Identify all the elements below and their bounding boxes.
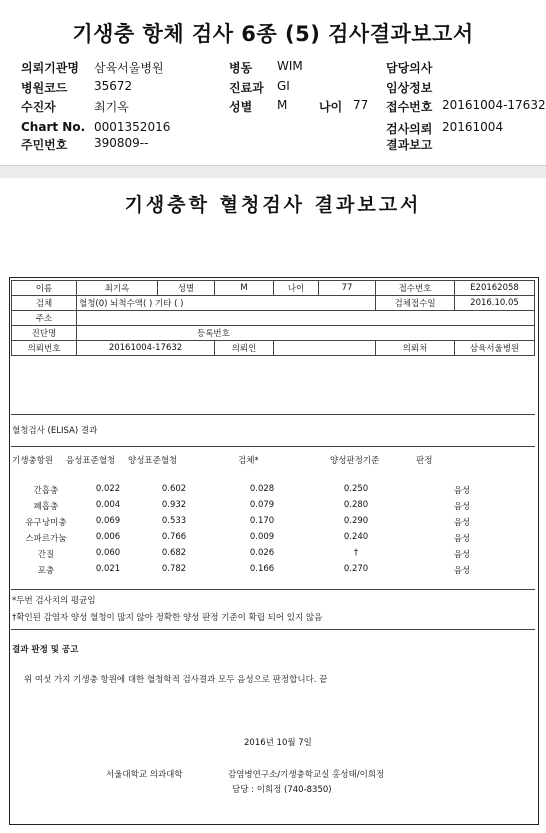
- info-row-2: [12, 296, 535, 311]
- chart-row: [21, 120, 171, 134]
- accession-label-cell: 접수번호: [376, 281, 455, 296]
- age-value-cell: 77: [319, 281, 376, 296]
- info-row-3: [12, 311, 535, 326]
- elisa-value-cell: 0.766: [161, 532, 187, 542]
- notes-rule: [11, 629, 535, 630]
- elisa-value-cell: 0.021: [95, 564, 121, 574]
- elisa-value-cell: 음성: [453, 534, 471, 544]
- address-value: [77, 311, 535, 326]
- received-label: 검체접수일: [376, 296, 455, 311]
- elisa-value-cell: 0.602: [161, 484, 187, 494]
- elisa-value-cell: 0.682: [161, 548, 187, 558]
- age-value: 77: [353, 98, 369, 112]
- requester-value: [274, 341, 376, 356]
- name-value: 최기옥: [77, 281, 158, 296]
- scanned-report: [0, 178, 546, 833]
- elisa-antigen-cell: 포충: [37, 566, 55, 576]
- note-average: *두번 검사치의 평균임: [12, 596, 96, 606]
- resident-label: 주민번호: [21, 138, 68, 152]
- elisa-value-cell: 0.026: [249, 548, 275, 558]
- clinical-row: [386, 79, 432, 96]
- recipient-value: 최기옥: [94, 100, 129, 114]
- elisa-value-cell: 0.533: [161, 516, 187, 526]
- elisa-value-cell: 0.022: [95, 484, 121, 494]
- institution-left: 서울대학교 의과대학: [106, 770, 183, 780]
- elisa-value-cell: 0.240: [343, 532, 369, 542]
- sex-row: [229, 98, 288, 115]
- institution-right: 감염병연구소/기생충학교실 홍성태/이희정: [228, 770, 385, 780]
- elisa-rule-bottom: [11, 589, 535, 590]
- sex-value-cell: M: [215, 281, 274, 296]
- report-label: 결과보고: [386, 138, 433, 152]
- elisa-rule-top: [11, 446, 535, 447]
- chart-value: 0001352016: [94, 120, 171, 134]
- doctor-label: 담당의사: [386, 61, 433, 75]
- resident-value: 390809--: [94, 136, 149, 150]
- request-row: [386, 120, 504, 137]
- elisa-value-cell: 0.782: [161, 564, 187, 574]
- elisa-header-cell: 기생충항원: [12, 456, 54, 466]
- elisa-value-cell: 0.028: [249, 484, 275, 494]
- elisa-value-cell: 0.069: [95, 516, 121, 526]
- blank-area: [11, 369, 535, 415]
- report-date: 2016년 10월 7일: [244, 738, 312, 748]
- note-dagger: †확인된 감염자 양성 혈청이 많지 않아 정확한 양성 판정 기준이 확립 되어 있지 않음: [12, 613, 323, 623]
- address-label: 주소: [12, 311, 77, 326]
- ward-value: WIM: [277, 59, 303, 73]
- requesting-org-value: 삼육서울병원: [455, 341, 535, 356]
- registration-label: 등록번호: [77, 326, 535, 341]
- elisa-header-cell: 양성표준혈청: [128, 456, 178, 466]
- dept-value: GI: [277, 79, 290, 93]
- elisa-antigen-cell: 간질: [37, 550, 55, 560]
- elisa-header-cell: 음성표준혈청: [66, 456, 116, 466]
- patient-info-table: [11, 280, 535, 356]
- institution-label: 의뢰기관명: [21, 61, 79, 75]
- report-row: [386, 136, 432, 153]
- accession-value-cell: E20162058: [455, 281, 535, 296]
- elisa-value-cell: 0.079: [249, 500, 275, 510]
- age-label: 나이: [319, 100, 343, 114]
- doctor-row: [386, 59, 432, 76]
- elisa-value-cell: 음성: [453, 550, 471, 560]
- request-no-value: 20161004-17632: [77, 341, 215, 356]
- elisa-value-cell: 0.006: [95, 532, 121, 542]
- elisa-antigen-cell: 스파르가눔: [25, 534, 67, 544]
- age-row: [319, 98, 369, 115]
- diagnosis-label: 진단명: [12, 326, 77, 341]
- info-row-5: [12, 341, 535, 356]
- recipient-row: [21, 98, 129, 115]
- elisa-value-cell: 음성: [453, 486, 471, 496]
- judgment-text: 위 여섯 가지 기생충 항원에 대한 혈청학적 검사결과 모두 음성으로 판정합니다. 끝: [24, 675, 328, 685]
- request-value: 20161004: [442, 120, 504, 134]
- institution-row: [21, 59, 164, 76]
- judgment-title: 결과 판정 및 공고: [12, 645, 79, 655]
- received-value: 2016.10.05: [455, 296, 535, 311]
- elisa-value-cell: 0.060: [95, 548, 121, 558]
- elisa-value-cell: 음성: [453, 566, 471, 576]
- info-row-1: [12, 281, 535, 296]
- requester-label: 의뢰인: [215, 341, 274, 356]
- chart-label: Chart No.: [21, 120, 86, 134]
- elisa-antigen-cell: 유구낭미충: [25, 518, 67, 528]
- elisa-value-cell: 0.004: [95, 500, 121, 510]
- dept-label: 진료과: [229, 81, 264, 95]
- dept-row: [229, 79, 290, 96]
- elisa-value-cell: 0.009: [249, 532, 275, 542]
- hospital-code-value: 35672: [94, 79, 133, 93]
- requesting-org-label: 의뢰처: [376, 341, 455, 356]
- elisa-antigen-cell: 간흡충: [33, 486, 59, 496]
- sex-label: 성별: [229, 100, 253, 114]
- institution-value: 삼육서울병원: [94, 61, 164, 75]
- elisa-value-cell: 0.290: [343, 516, 369, 526]
- accession-label: 접수번호: [386, 100, 433, 114]
- contact-info: 담당 : 이희정 (740-8350): [232, 785, 332, 795]
- elisa-value-cell: 0.270: [343, 564, 369, 574]
- accession-value: 20161004-17632: [442, 98, 546, 112]
- elisa-header-cell: 검체*: [238, 456, 259, 466]
- hospital-code-label: 병원코드: [21, 81, 68, 95]
- info-row-4: [12, 326, 535, 341]
- sex-label-cell: 성별: [158, 281, 215, 296]
- name-label: 이름: [12, 281, 77, 296]
- hospital-code-row: [21, 79, 133, 96]
- request-label: 검사의뢰: [386, 122, 433, 136]
- ward-row: [229, 59, 303, 76]
- report-title: 기생충학 혈청검사 결과보고서: [124, 194, 422, 216]
- elisa-value-cell: 음성: [453, 518, 471, 528]
- age-label-cell: 나이: [274, 281, 319, 296]
- clinical-label: 임상정보: [386, 81, 433, 95]
- elisa-value-cell: 0.170: [249, 516, 275, 526]
- elisa-title: 혈청검사 (ELISA) 결과: [12, 426, 98, 436]
- elisa-header-cell: 판정: [416, 456, 433, 466]
- specimen-label: 검체: [12, 296, 77, 311]
- elisa-value-cell: 0.280: [343, 500, 369, 510]
- accession-row: [386, 98, 546, 115]
- recipient-label: 수진자: [21, 100, 56, 114]
- ward-label: 병동: [229, 61, 253, 75]
- elisa-antigen-cell: 폐흡충: [33, 502, 59, 512]
- specimen-value: 혈청(0) 뇌척수액( ) 기타 ( ): [77, 296, 376, 311]
- header-title: 기생충 항체 검사 6종 (5) 검사결과보고서: [72, 22, 474, 46]
- resident-row: [21, 136, 149, 153]
- report-header: [0, 0, 546, 166]
- request-no-label: 의뢰번호: [12, 341, 77, 356]
- elisa-value-cell: 0.250: [343, 484, 369, 494]
- elisa-value-cell: 음성: [453, 502, 471, 512]
- elisa-header-cell: 양성판정기준: [330, 456, 380, 466]
- elisa-value-cell: 0.932: [161, 500, 187, 510]
- elisa-value-cell: †: [353, 548, 359, 558]
- elisa-value-cell: 0.166: [249, 564, 275, 574]
- sex-value: M: [277, 98, 288, 112]
